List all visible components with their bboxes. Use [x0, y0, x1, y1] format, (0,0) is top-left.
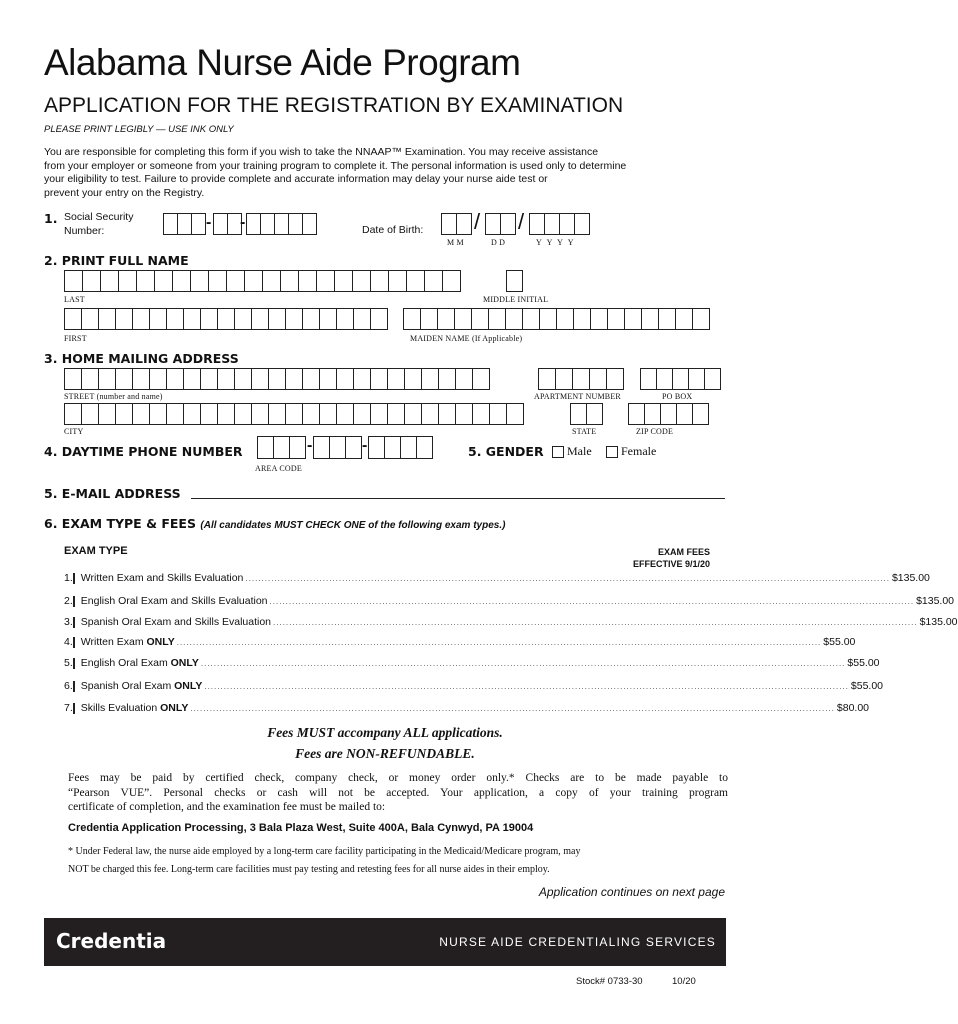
ssn-group-1[interactable]: [163, 213, 205, 235]
section-4-heading: 4. DAYTIME PHONE NUMBER: [44, 444, 243, 459]
exam-option-row[interactable]: [64, 680, 884, 692]
payment-line: Fees may be paid by certified check, company check, or money order only.* Checks are to be made payable to: [68, 772, 728, 784]
intro-line: from your employer or someone from your training program to complete it. The personal information is used only to determine: [44, 159, 627, 172]
ssn-group-2[interactable]: [213, 213, 241, 235]
email-input[interactable]: [191, 498, 725, 499]
gender-male-option[interactable]: [552, 444, 592, 459]
phone-prefix-input[interactable]: [313, 436, 361, 459]
exam-option-text: Spanish Oral Exam: [80, 680, 175, 692]
area-code-input[interactable]: [257, 436, 305, 459]
first-name-input[interactable]: [64, 308, 387, 330]
female-label: Female: [621, 444, 657, 458]
exam-option-only: ONLY: [160, 702, 189, 714]
exam-option-text: Written Exam: [80, 636, 147, 648]
ssn-group-3[interactable]: [246, 213, 316, 235]
first-label: FIRST: [64, 334, 87, 343]
exam-option-checkbox[interactable]: [73, 617, 75, 628]
leader-dots: ........................................................................................................................................................................................................: [245, 573, 890, 583]
federal-note-line: * Under Federal law, the nurse aide employed by a long-term care facility participating in the Medicaid/Medicare program, may: [68, 846, 581, 857]
exam-option-label: [81, 702, 189, 714]
maiden-label: MAIDEN NAME (If Applicable): [410, 334, 523, 343]
dob-yyyy-label: Y Y Y Y: [536, 238, 574, 247]
apartment-input[interactable]: [538, 368, 623, 390]
ssn-label: [64, 210, 133, 238]
payment-paragraph: [68, 771, 728, 815]
area-code-label: AREA CODE: [255, 464, 302, 473]
apartment-label: APARTMENT NUMBER: [534, 392, 621, 401]
exam-option-number: 4.: [64, 636, 73, 648]
exam-option-row[interactable]: [64, 595, 955, 607]
section-6-note: (All candidates MUST CHECK ONE of the following exam types.): [200, 520, 506, 531]
state-label: STATE: [572, 427, 597, 436]
exam-option-text: Written Exam and Skills Evaluation: [80, 572, 244, 584]
exam-fees-effective: EFFECTIVE 9/1/20: [632, 559, 710, 569]
exam-option-label: [81, 595, 268, 607]
form-subtitle: APPLICATION FOR THE REGISTRATION BY EXAMINATION: [44, 94, 624, 117]
exam-option-label: [81, 680, 203, 692]
exam-option-fee: $135.00: [919, 616, 958, 628]
exam-option-row[interactable]: [64, 572, 930, 584]
footer-tagline: NURSE AIDE CREDENTIALING SERVICES: [439, 935, 716, 949]
exam-option-label: [81, 657, 199, 669]
leader-dots: ........................................................................................................................................................................................................: [273, 617, 918, 627]
exam-option-number: 6.: [64, 680, 73, 692]
dob-day[interactable]: [485, 213, 515, 235]
exam-option-fee: $135.00: [916, 595, 955, 607]
exam-option-fee: $55.00: [823, 636, 856, 648]
ssn-label-line: Social Security: [64, 211, 134, 223]
dob-year[interactable]: [529, 213, 589, 235]
exam-option-fee: $135.00: [891, 572, 930, 584]
print-note: PLEASE PRINT LEGIBLY — USE INK ONLY: [44, 124, 234, 135]
exam-option-label: [81, 636, 175, 648]
credentia-logo: Credentia: [56, 929, 167, 953]
section-1-number: 1.: [44, 211, 58, 226]
exam-option-number: 3.: [64, 616, 73, 628]
city-label: CITY: [64, 427, 84, 436]
exam-type-column-header: EXAM TYPE: [64, 545, 128, 557]
exam-option-only: ONLY: [146, 636, 175, 648]
middle-label: MIDDLE INITIAL: [483, 295, 549, 304]
zip-input[interactable]: [628, 403, 708, 425]
phone-line-input[interactable]: [368, 436, 432, 459]
exam-option-text: English Oral Exam and Skills Evaluation: [80, 595, 268, 607]
city-input[interactable]: [64, 403, 523, 425]
exam-option-number: 2.: [64, 595, 73, 607]
dob-mm-label: M M: [447, 238, 464, 247]
pobox-label: PO BOX: [662, 392, 693, 401]
mailing-address: Credentia Application Processing, 3 Bala Plaza West, Suite 400A, Bala Cynwyd, PA 19004: [68, 822, 534, 834]
female-checkbox[interactable]: [606, 446, 618, 458]
street-label: STREET (number and name): [64, 392, 163, 401]
intro-line: You are responsible for completing this form if you wish to take the NNAAP™ Examination. You may receive assistance: [44, 146, 599, 158]
intro-line: your eligibility to test. Failure to provide complete and accurate information may delay your nurse aide test or: [44, 173, 548, 185]
exam-option-checkbox[interactable]: [73, 658, 75, 669]
payment-line: “Pearson VUE”. Personal checks or cash will not be accepted. Your application, a copy of your training program: [68, 786, 728, 799]
intro-text: [44, 146, 734, 200]
exam-option-only: ONLY: [174, 680, 203, 692]
exam-option-text: Spanish Oral Exam and Skills Evaluation: [80, 616, 272, 628]
leader-dots: ........................................................................................................................................................................................................: [190, 703, 835, 713]
section-6-heading-line: [44, 515, 505, 533]
dob-dd-label: D D: [491, 238, 506, 247]
gender-female-option[interactable]: [606, 444, 656, 459]
form-title: Alabama Nurse Aide Program: [44, 42, 521, 83]
state-input[interactable]: [570, 403, 602, 425]
fees-non-refundable: Fees are NON-REFUNDABLE.: [295, 746, 475, 761]
ssn-label-line: Number:: [64, 225, 105, 237]
middle-initial-input[interactable]: [506, 270, 523, 292]
exam-option-checkbox[interactable]: [73, 637, 75, 648]
leader-dots: ........................................................................................................................................................................................................: [204, 681, 849, 691]
leader-dots: ........................................................................................................................................................................................................: [269, 596, 915, 606]
exam-option-label: [81, 616, 271, 628]
exam-option-fee: $80.00: [836, 702, 870, 714]
revision-date: 10/20: [672, 976, 696, 987]
federal-note-line: NOT be charged this fee. Long-term care facilities must pay testing and retesting fees for all nurse aides in their employ.: [68, 864, 550, 875]
exam-option-only: ONLY: [170, 657, 199, 669]
intro-line: prevent your entry on the Registry.: [44, 186, 205, 199]
section-6-heading: 6. EXAM TYPE & FEES: [44, 516, 196, 531]
federal-law-note: [68, 843, 728, 879]
last-label: LAST: [64, 295, 85, 304]
dob-label: Date of Birth:: [362, 224, 424, 236]
section-5-gender-heading: 5. GENDER: [468, 444, 544, 459]
exam-fees-label: EXAM FEES: [657, 547, 710, 557]
section-3-heading: 3. HOME MAILING ADDRESS: [44, 351, 239, 366]
exam-option-fee: $55.00: [847, 657, 880, 669]
male-checkbox[interactable]: [552, 446, 564, 458]
zip-label: ZIP CODE: [636, 427, 674, 436]
maiden-name-input[interactable]: [403, 308, 709, 330]
stock-number: Stock# 0733-30: [576, 976, 643, 987]
exam-option-checkbox[interactable]: [73, 681, 75, 692]
fees-must-accompany: Fees MUST accompany ALL applications.: [267, 725, 503, 740]
street-input[interactable]: [64, 368, 489, 390]
leader-dots: ........................................................................................................................................................................................................: [176, 637, 822, 647]
section-5-email-heading: 5. E-MAIL ADDRESS: [44, 486, 181, 501]
exam-option-number: 5.: [64, 657, 73, 669]
exam-option-number: 1.: [64, 572, 73, 584]
dob-month[interactable]: [441, 213, 471, 235]
exam-option-row[interactable]: [64, 702, 870, 714]
exam-option-checkbox[interactable]: [73, 596, 75, 607]
exam-option-number: 7.: [64, 702, 73, 714]
exam-fees-column-header: [560, 546, 710, 570]
leader-dots: ........................................................................................................................................................................................................: [200, 658, 846, 668]
exam-option-text: Skills Evaluation: [80, 702, 161, 714]
continues-note: Application continues on next page: [538, 885, 725, 899]
payment-line: certificate of completion, and the examination fee must be mailed to:: [68, 801, 386, 813]
section-2-heading: 2. PRINT FULL NAME: [44, 253, 189, 268]
exam-option-checkbox[interactable]: [73, 573, 75, 584]
exam-option-label: [81, 572, 244, 584]
exam-option-text: English Oral Exam: [80, 657, 171, 669]
po-box-input[interactable]: [640, 368, 720, 390]
last-name-input[interactable]: [64, 270, 460, 292]
exam-option-row[interactable]: [64, 636, 856, 648]
male-label: Male: [567, 444, 592, 458]
exam-option-checkbox[interactable]: [73, 703, 75, 714]
exam-option-fee: $55.00: [850, 680, 884, 692]
exam-option-row[interactable]: [64, 657, 880, 669]
exam-option-row[interactable]: [64, 616, 958, 628]
footer-bar: [44, 918, 726, 966]
